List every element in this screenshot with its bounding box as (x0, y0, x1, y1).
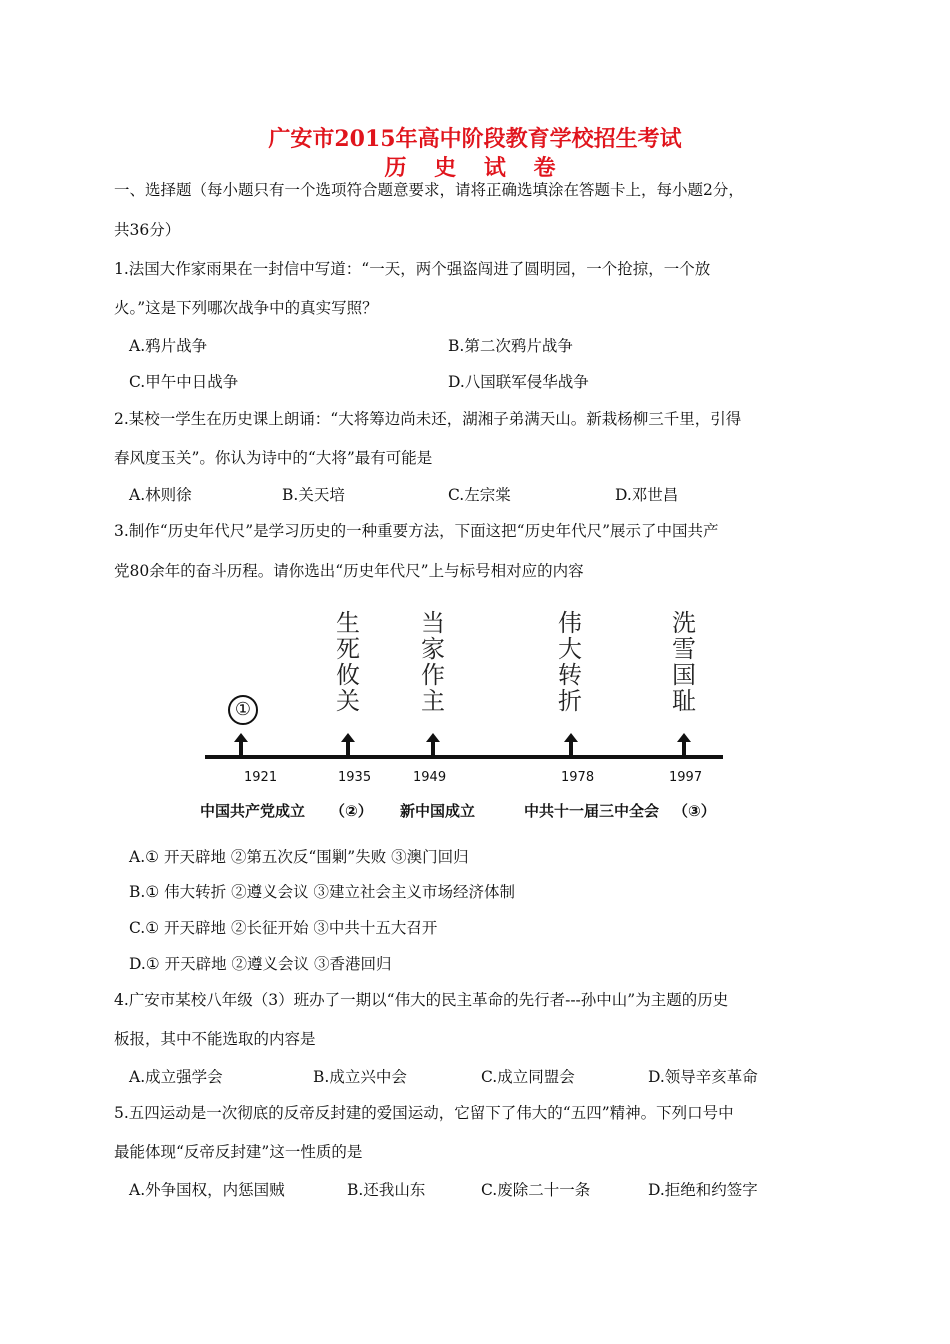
question-3-option-d: D.① 开天辟地 ②遵义会议 ③香港回归 (129, 955, 392, 973)
question-2-line2: 春风度玉关”。你认为诗中的“大将”最有可能是 (114, 449, 433, 467)
question-2-option-b: B.关天培 (282, 486, 345, 504)
timeline-arrow-icon (564, 733, 578, 755)
question-3-option-c: C.① 开天辟地 ②长征开始 ③中共十五大召开 (129, 919, 438, 937)
timeline-event-1949: 新中国成立 (400, 802, 476, 820)
timeline-year-1921: 1921 (244, 770, 278, 785)
question-1-line2: 火。”这是下列哪次战争中的真实写照？ (114, 299, 378, 317)
timeline-marker-1: ① (228, 695, 258, 725)
timeline-word-1935: 生 死 攸 关 (336, 609, 360, 715)
question-5-option-d: D.拒绝和约签字 (648, 1181, 758, 1199)
timeline-word-1949: 当 家 作 主 (421, 609, 445, 715)
question-4-line1: 4.广安市某校八年级（3）班办了一期以“伟大的民主革命的先行者---孙中山”为主题的历史 (114, 991, 729, 1009)
timeline-event-1978: 中共十一届三中全会 (524, 802, 660, 820)
question-2-option-c: C.左宗棠 (448, 486, 511, 504)
question-4-option-b: B.成立兴中会 (313, 1068, 407, 1086)
timeline-axis (205, 755, 723, 759)
question-4-option-c: C.成立同盟会 (481, 1068, 575, 1086)
question-1-option-b: B.第二次鸦片战争 (448, 337, 573, 355)
question-2-option-a: A.林则徐 (129, 486, 192, 504)
timeline-event-1921: 中国共产党成立 (200, 802, 306, 820)
timeline-word-1978: 伟 大 转 折 (558, 609, 582, 715)
question-3-option-b: B.① 伟大转折 ②遵义会议 ③建立社会主义市场经济体制 (129, 883, 515, 901)
question-1-option-c: C.甲午中日战争 (129, 373, 239, 391)
exam-subtitle: 历 史 试 卷 (384, 155, 566, 181)
section-instructions-line2: 共36分） (114, 221, 181, 239)
timeline-word-1997: 洗 雪 国 耻 (672, 609, 696, 715)
question-5-line1: 5.五四运动是一次彻底的反帝反封建的爱国运动，它留下了伟大的“五四”精神。下列口号中 (114, 1104, 734, 1122)
timeline-arrow-icon (426, 733, 440, 755)
timeline-arrow-icon (341, 733, 355, 755)
section-instructions-line1: 一、选择题（每小题只有一个选项符合题意要求，请将正确选填涂在答题卡上，每小题2分， (114, 181, 744, 199)
question-5-line2: 最能体现“反帝反封建”这一性质的是 (114, 1143, 363, 1161)
question-1-option-d: D.八国联军侵华战争 (448, 373, 589, 391)
timeline-arrow-icon (677, 733, 691, 755)
timeline-event-1997: （③） (673, 802, 716, 820)
question-1-line1: 1.法国大作家雨果在一封信中写道：“一天，两个强盗闯进了圆明园，一个抢掠，一个放 (114, 260, 711, 278)
question-5-option-b: B.还我山东 (347, 1181, 426, 1199)
timeline-year-1997: 1997 (669, 770, 703, 785)
question-3-line2: 党80余年的奋斗历程。请你选出“历史年代尺”上与标号相对应的内容 (114, 562, 584, 580)
exam-title: 广安市2015年高中阶段教育学校招生考试 (268, 126, 682, 152)
question-4-option-a: A.成立强学会 (129, 1068, 223, 1086)
timeline-year-1949: 1949 (413, 770, 447, 785)
timeline-year-1978: 1978 (561, 770, 595, 785)
question-2-line1: 2.某校一学生在历史课上朗诵：“大将筹边尚未还，湖湘子弟满天山。新栽杨柳三千里，引得 (114, 410, 742, 428)
question-2-option-d: D.邓世昌 (615, 486, 679, 504)
question-5-option-c: C.废除二十一条 (481, 1181, 591, 1199)
question-3-line1: 3.制作“历史年代尺”是学习历史的一种重要方法，下面这把“历史年代尺”展示了中国共产 (114, 522, 719, 540)
question-1-option-a: A.鸦片战争 (129, 337, 208, 355)
question-3-option-a: A.① 开天辟地 ②第五次反“围剿”失败 ③澳门回归 (129, 848, 469, 866)
question-4-line2: 板报，其中不能选取的内容是 (114, 1030, 316, 1048)
question-5-option-a: A.外争国权，内惩国贼 (129, 1181, 285, 1199)
timeline-year-1935: 1935 (338, 770, 372, 785)
timeline-arrow-icon (234, 733, 248, 755)
timeline-event-1935: （②） (330, 802, 373, 820)
question-4-option-d: D.领导辛亥革命 (648, 1068, 758, 1086)
